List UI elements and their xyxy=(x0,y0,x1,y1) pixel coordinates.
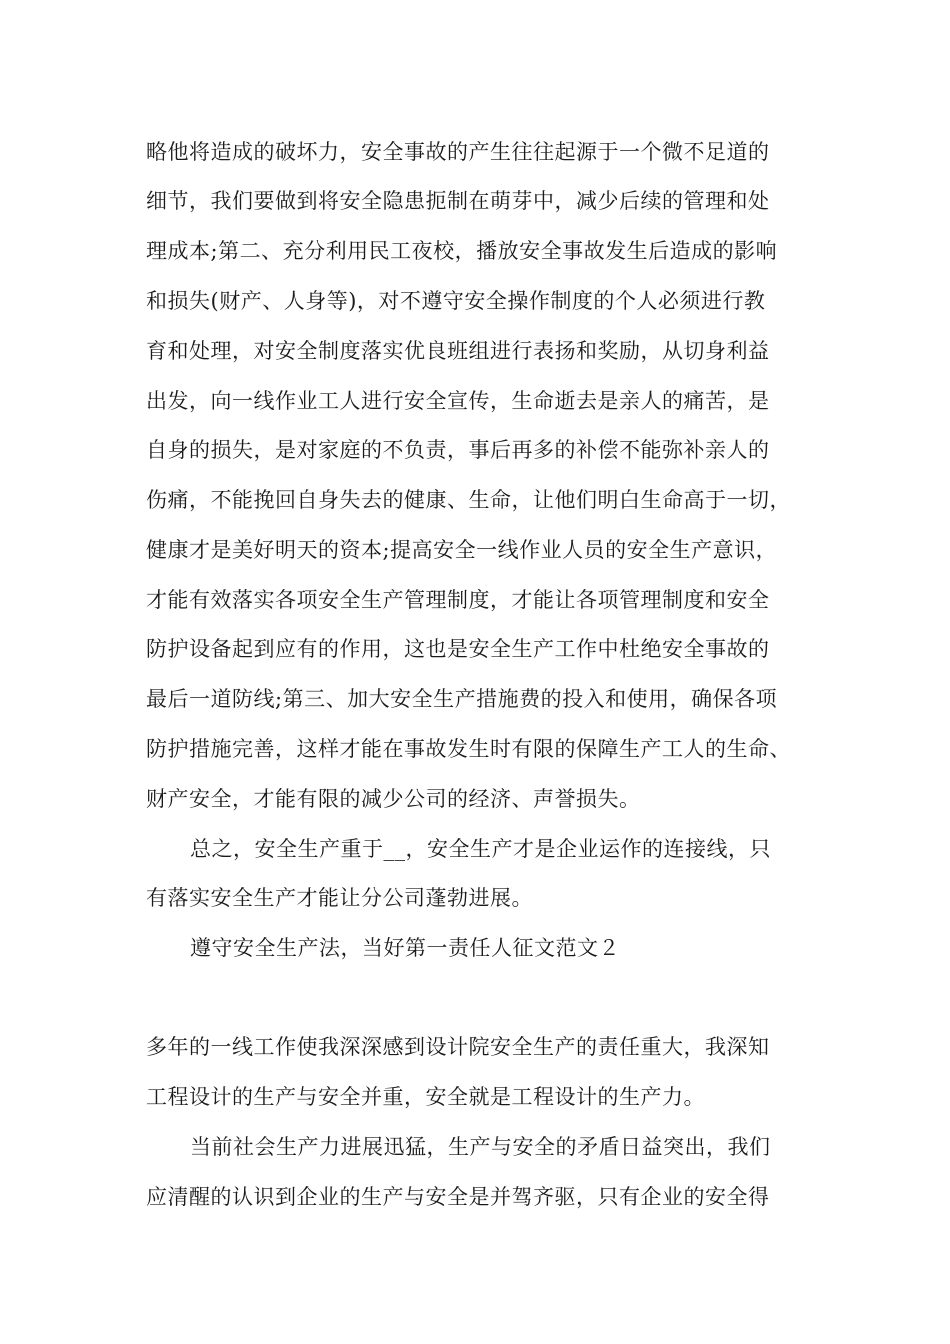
text-line: 应清醒的认识到企业的生产与安全是并驾齐驱，只有企业的安全得 xyxy=(146,1185,770,1209)
text-line: 略他将造成的破坏力，安全事故的产生往往起源于一个微不足道的 xyxy=(146,140,770,164)
text-line: 工程设计的生产与安全并重，安全就是工程设计的生产力。 xyxy=(146,1085,705,1109)
paragraph-start-line: 当前社会生产力进展迅猛，生产与安全的矛盾日益突出，我们 xyxy=(190,1135,771,1159)
text-line: 多年的一线工作使我深深感到设计院安全生产的责任重大，我深知 xyxy=(146,1035,770,1059)
text-line: 防护设备起到应有的作用，这也是安全生产工作中杜绝安全事故的 xyxy=(146,637,770,661)
paragraph-start-line: 总之，安全生产重于__，安全生产才是企业运作的连接线，只 xyxy=(190,837,771,861)
text-line: 理成本;第二、充分利用民工夜校，播放安全事故发生后造成的影响 xyxy=(146,239,778,263)
text-line: 最后一道防线;第三、加大安全生产措施费的投入和使用，确保各项 xyxy=(146,687,778,711)
text-line: 出发，向一线作业工人进行安全宣传，生命逝去是亲人的痛苦，是 xyxy=(146,389,770,413)
text-line: 有落实安全生产才能让分公司蓬勃进展。 xyxy=(146,886,533,910)
text-line: 细节，我们要做到将安全隐患扼制在萌芽中，减少后续的管理和处 xyxy=(146,189,770,213)
text-line: 和损失(财产、人身等)，对不遵守安全操作制度的个人必须进行教 xyxy=(146,289,766,313)
text-line: 育和处理，对安全制度落实优良班组进行表扬和奖励，从切身利益 xyxy=(146,339,770,363)
text-line: 健康才是美好明天的资本;提高安全一线作业人员的安全生产意识， xyxy=(146,538,778,562)
text-line: 财产安全，才能有限的减少公司的经济、声誉损失。 xyxy=(146,787,641,811)
text-line: 伤痛，不能挽回自身失去的健康、生命，让他们明白生命高于一切， xyxy=(146,488,791,512)
text-line: 自身的损失，是对家庭的不负责，事后再多的补偿不能弥补亲人的 xyxy=(146,438,770,462)
text-line: 才能有效落实各项安全生产管理制度，才能让各项管理制度和安全 xyxy=(146,588,770,612)
text-line: 防护措施完善，这样才能在事故发生时有限的保障生产工人的生命、 xyxy=(146,737,791,761)
section-heading: 遵守安全生产法，当好第一责任人征文范文２ xyxy=(190,936,620,960)
